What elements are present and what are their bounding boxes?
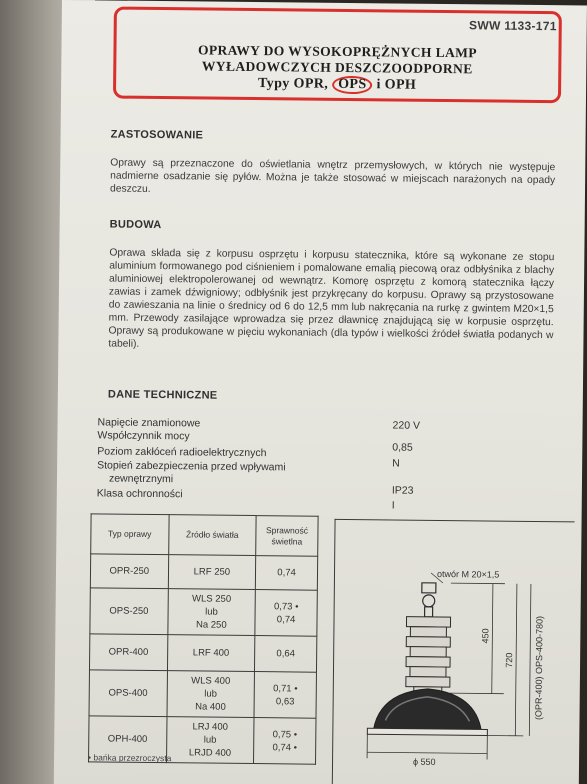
luminaire-drawing bbox=[333, 520, 576, 784]
spec-label: Napięcie znamionowe bbox=[97, 416, 201, 430]
heading-budowa: BUDOWA bbox=[109, 218, 162, 232]
title-types-suffix: i OPH bbox=[376, 77, 417, 93]
heading-dane-techniczne: DANE TECHNICZNE bbox=[107, 388, 218, 402]
cell-type: OPS-400 bbox=[89, 670, 167, 717]
source-line: LRF 250 bbox=[193, 566, 231, 578]
efficiency-line: 0,63 bbox=[275, 695, 295, 707]
table-row bbox=[90, 588, 317, 636]
dimension-450: 450 bbox=[480, 628, 491, 644]
efficiency-line: 0,74 bbox=[276, 613, 296, 625]
table-row bbox=[89, 670, 316, 718]
efficiency-line: 0,74 bbox=[277, 567, 296, 579]
efficiency-line: 0,75 • bbox=[272, 728, 298, 741]
cell-type: OPS-250 bbox=[90, 588, 168, 635]
title-types-prefix: Typy OPR, bbox=[257, 76, 329, 92]
table-header-row bbox=[91, 514, 318, 556]
cell-type: OPR-400 bbox=[89, 634, 167, 671]
spec-row bbox=[96, 487, 557, 512]
efficiency-line: 0,74 • bbox=[272, 741, 298, 754]
spec-label: Współczynnik mocy bbox=[97, 429, 190, 443]
luminaire-diagram bbox=[332, 519, 575, 784]
spec-value: I bbox=[391, 499, 395, 512]
reflector-dome bbox=[373, 688, 481, 731]
source-line: Na 250 bbox=[195, 619, 227, 631]
source-line: Na 400 bbox=[195, 701, 226, 713]
title-line-2: WYŁADOWCZYCH DESZCZOODPORNE bbox=[201, 58, 473, 77]
spec-value: N bbox=[392, 457, 400, 470]
spec-label: Stopień zabezpieczenia przed wpływami bbox=[97, 459, 286, 474]
spec-label: Poziom zakłóceń radioelektrycznych bbox=[97, 445, 267, 460]
text-zastosowanie: Oprawy są przeznaczone do oświetlania wnętrz przemysłowych, w których nie występuje nadmierne osadzanie się pyłów. Można je także stosować w miejscach narażonych na opady deszczu. bbox=[109, 157, 556, 195]
source-line: lub bbox=[203, 734, 217, 746]
table-row bbox=[90, 554, 317, 590]
spec-value: IP23 bbox=[391, 484, 414, 497]
lamp-table bbox=[88, 513, 319, 764]
source-line: LRJD 400 bbox=[188, 747, 232, 759]
source-line: lub bbox=[204, 688, 218, 700]
catalog-code: SWW 1133-171 bbox=[469, 18, 557, 34]
table-row bbox=[89, 634, 316, 672]
efficiency-line: 0,73 • bbox=[273, 600, 299, 613]
cell-efficiency bbox=[255, 590, 317, 637]
source-line: lub bbox=[205, 606, 218, 618]
cell-efficiency bbox=[255, 556, 317, 591]
dimension-diameter: ϕ 550 bbox=[412, 756, 436, 767]
reflector-rim bbox=[367, 728, 487, 735]
source-line: LRJ 400 bbox=[192, 721, 228, 733]
col-header-source: Źródło światła bbox=[168, 515, 256, 556]
heading-zastosowanie: ZASTOSOWANIE bbox=[110, 128, 204, 142]
cell-type: OPR-250 bbox=[90, 554, 168, 589]
cell-source bbox=[168, 555, 256, 590]
cell-source bbox=[167, 671, 255, 718]
ballast-body bbox=[406, 617, 451, 693]
hole-label: otwór M 20×1,5 bbox=[436, 568, 500, 580]
cell-type: OPH-400 bbox=[89, 716, 167, 763]
spec-label: zewnętrznymi bbox=[108, 472, 174, 486]
cell-efficiency bbox=[254, 718, 316, 765]
cell-efficiency bbox=[254, 672, 316, 719]
spec-label: Klasa ochronności bbox=[96, 487, 183, 501]
hanger-icon bbox=[422, 583, 436, 617]
ops-circled-type: OPS bbox=[332, 76, 373, 94]
cell-efficiency bbox=[255, 636, 317, 673]
col-header-efficiency: Sprawność świetlna bbox=[256, 516, 318, 557]
source-line: WLS 250 bbox=[191, 593, 232, 605]
source-line: LRF 400 bbox=[192, 647, 230, 659]
col-header-type: Typ oprawy bbox=[91, 514, 169, 555]
cell-source bbox=[166, 717, 254, 764]
spec-value: 220 V bbox=[392, 419, 421, 432]
title-line-1: OPRAWY DO WYSOKOPRĘŻNYCH LAMP bbox=[197, 42, 478, 61]
cell-source bbox=[167, 635, 255, 672]
spec-value: 0,85 bbox=[392, 441, 413, 454]
efficiency-line: 0,64 bbox=[276, 648, 296, 660]
cell-source bbox=[167, 589, 255, 636]
text-budowa: Oprawa składa się z korpusu osprzętu i korpusu statecznika, które są wykonane ze stopu aluminium formowanego pod ciśnieniem i pomalowane emalią piecową oraz odbłyśnika z blachy aluminiowej elektropolerowanej od wewnątrz. Komorę osprzętu z komorą statecznika łączy zawias i zamek dźwigniowy; odbłyśnik jest przykręcany do korpusu. Oprawy są przystosowane do zawieszania na linie o średnicy od 6 do 12,5 mm lub nakręcania na rurkę z gwintem M20×1,5 mm. Przewody zasilające wprowadza się przez dławnicę znajdującą się w korpusie osprzętu. Oprawy są produkowane w pięciu wykonaniach (dla typów i wielkości źródeł światła podanych w tabeli). bbox=[108, 247, 555, 350]
dimension-side-note: (OPR-400) OPS-400-780) bbox=[533, 615, 545, 721]
title-box bbox=[113, 7, 562, 104]
catalog-page bbox=[54, 0, 587, 784]
source-line: WLS 400 bbox=[191, 675, 231, 687]
table-footnote: • bańka przezroczysta bbox=[88, 752, 172, 764]
dimension-720: 720 bbox=[504, 652, 515, 668]
efficiency-line: 0,71 • bbox=[273, 682, 298, 695]
title-types bbox=[116, 74, 558, 97]
